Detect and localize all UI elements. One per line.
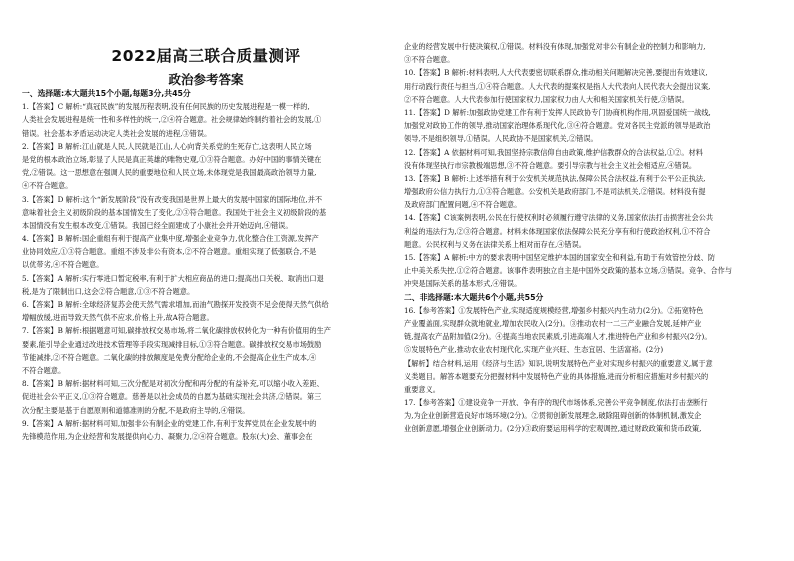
text-line: 16.【参考答案】①发展特色产业,实现适度规模经营,增强乡村振兴内生动力(2分)。②拓宽特色 [404,305,704,315]
text-line: 意味着社会主义初级阶段的基本国情发生了变化,②③符合题意。我国处于社会主义初级阶段的基 [22,207,327,217]
text-line: 税,是为了限制出口,这会②符合题意,①③不符合题意。 [22,286,195,296]
section-heading: 二、非选择题:本大题共6个小题,共55分 [404,292,544,302]
document-subtitle: 政治参考答案 [168,72,244,87]
text-line: 本国情没有发生根本改变,①错误。我国已经全面建成了小康社会并开始迈向,④错误。 [22,220,293,230]
text-line: 增幅放缓,进而导致天然气供不应求,价格上升,故A符合题意。 [22,313,214,323]
text-line: 9.【答案】A 解析:据材料可知,加强非公有制企业的党建工作,有利于发挥党员在企业发展中的 [22,418,317,428]
text-line: 冲突是国际关系的基本形式,④错误。 [404,279,522,289]
text-line: 错误。社会基本矛盾运动决定人类社会发展的进程,③错误。 [22,128,212,138]
text-line: ②不符合题意。人大代表参加行使国家权力,国家权力由人大和相关国家机关行使,③错误。 [404,94,689,104]
text-line: 促进社会公平正义,①③符合题意。慈善是以社会成员的自愿为基础实现社会共济,②错误。第三 [22,392,322,402]
text-line: 企业的经营发展中行使决策权,①错误。材料没有体现,加强党对非公有制企业的控制力和影响力, [404,42,706,51]
text-line: 产业覆盖面,实现群众就地就业,增加农民收入(2分)。③推动农村一二三产业融合发展,延伸产业 [404,318,702,328]
text-line: 人类社会发展进程是统一性和多样性的统一,②④符合题意。社会规律始终制约着社会的发展,① [22,115,322,125]
text-line: 10.【答案】B 解析:材料表明,人大代表要密切联系群众,推动相关问题解决完善,要提出有效建议, [404,68,708,78]
text-line: 13.【答案】B 解析:上述举措有利于公安机关规范执法,保障公民合法权益,有利于公平公正执法, [404,173,706,183]
text-line: 4.【答案】B 解析:国企重组有利于提高产业集中度,增强企业竞争力,优化整合住工资源,发挥产 [22,234,319,244]
text-line: 7.【答案】B 解析:根据题意可知,碳排放权交易市场,将二氧化碳排放权转化为一种有价值用的生产 [22,326,331,336]
text-line: 链,提高农产品附加值(2分)。④提高当地农民素质,引进高端人才,推进特色产业和乡村振兴(2分)。 [404,332,712,342]
text-line: 6.【答案】B 解析:全球经济复苏会使天然气需求增加,而油气勘探开发投资不足会使得天然气供给 [22,300,329,309]
text-line: ④不符合题意。 [22,181,73,191]
section-heading: 一、选择题:本大题共15个小题,每题3分,共45分 [22,89,191,98]
text-line: ③不符合题意。 [404,55,455,65]
text-line: 不符合题意。 [22,365,66,375]
text-line: 先锋模范作用,为企业经营和发展提供向心力、凝聚力,②④符合题意。股东(大)会、董事会在 [22,431,313,441]
text-line: 用行动践行责任与担当,①④符合题意。人大代表的提案权是指人大代表向人民代表大会提出议案, [404,81,711,91]
text-line: 2.【答案】B 解析:江山就是人民,人民就是江山,人心向背关系党的生死存亡,这表明人民立场 [22,141,312,151]
text-line: 要素,能引导企业通过改进技术管理等手段实现减排目标,①③符合题意。碳排放权交易市场鼓励 [22,339,322,349]
text-line: 17.【参考答案】①建设竞争一开放、争有序的现代市场体系,完善公平竞争制度,依法打击垄断行 [404,398,708,408]
text-line: 14.【答案】C该案例表明,公民在行使权利时必须履行遵守法律的义务,国家依法打击损害社会公共 [404,213,714,223]
text-line: 及政府部门配置问题,④不符合题意。 [404,200,522,210]
text-line: 加强党对政协工作的领导,推动国家治理体系现代化,③④符合题意。党对各民主党派的领导是政治 [404,121,711,131]
text-line: 利益的违法行为,②③符合题意。材料未体现国家依法保障公民充分享有和行使政治权利,①不符合 [404,226,711,236]
text-line: 没有体现坚执行市宗教极端思想,③不符合题意。要引导宗教与社会主义社会相适应,④错误。 [404,160,697,170]
text-line: 义类题目。解答本题要充分把握材料中发展特色产业的具体措施,进而分析相应措施对乡村振兴的 [404,371,709,381]
text-line: 3.【答案】D 解析:这个“新发展阶段”没有改变我国是世界上最大的发展中国家的国际地位,并不 [22,194,323,204]
text-line: 1.【答案】C 解析:“真冠民族”的发展历程表明,没有任何民族的历史发展进程是一模一样的, [22,102,310,112]
right-text-block [404,40,772,436]
right-column [404,0,772,561]
left-text-block [22,87,390,443]
document-title: 2022届高三联合质量测评 [111,47,301,65]
text-line: 领导,不是组织领导,①错误。人民政协不是国家机关,②错误。 [404,134,598,144]
text-line: 11.【答案】D 解析:加强政协党建工作有利于发挥人民政协专门协商机构作用,巩固爱国统一战线, [404,107,711,117]
text-line: 12.【答案】A 依据材料可知,我国坚持宗教信仰自由政策,维护信教群众的合法权益,①②。材料 [404,147,703,157]
text-line: 业创新意愿,增强企业创新动力。(2分)③政府要运用科学的宏观调控,通过财政政策和货币政策, [404,424,702,434]
text-line: 是党的根本政治立场,彰显了人民是真正英雄的唯物史观,①③符合题意。办好中国的事情关键在 [22,154,322,164]
text-line: 为,为企业创新营造良好市场环境(2分)。②贯彻创新发展理念,破除阻碍创新的体制机制,激发企 [404,411,702,421]
text-line: 止中美关系失控,①②符合题意。该事件表明独立自主是中国外交政策的基本立场,③错误。竞争、合作与 [404,266,733,276]
text-line: 次分配主要是基于自愿原则和道德准则的分配,不是政府主导的,④错误。 [22,405,250,415]
text-line: 重要意义。 [404,384,440,394]
text-line: 增强政府公信力执行力,①③符合题意。公安机关是政府部门,不是司法机关,②错误。材料没有提 [404,187,706,197]
text-line: ⑤发展特色产业,推动农业农村现代化,实现产业兴旺、生态宜居、生活富裕。(2分) [404,345,664,355]
text-line: 15.【答案】A 解析:中方的要求表明中国坚定维护本国的国家安全和利益,有助于有效管控分歧、防 [404,253,716,262]
text-line: 题意。公民权利与义务在法律关系上相对而存在,④错误。 [404,239,586,249]
text-line: 以优带劣,④不符合题意。 [22,260,104,270]
text-line: 节能减排,②不符合题意。二氧化碳的排放额度是免费分配给企业的,不会提高企业生产成本,④ [22,352,317,362]
text-line: 8.【答案】B 解析:据材料可知,三次分配是对初次分配和再分配的有益补充,可以缩小收入差距、 [22,379,324,389]
text-line: 党,②错误。这一思想意在强调人民的重要地位和人民立场,未体现党是我国最高政治领导力量, [22,168,317,178]
left-column [22,0,390,561]
text-line: 5.【答案】A 解析:实行零进口暂定税率,有利于扩大相应商品的进口;提高出口关税、取消出口退 [22,273,324,283]
text-line: 【解析】结合材料,运用《经济与生活》知识,说明发展特色产业对实现乡村振兴的重要意义,属于意 [404,358,713,368]
text-line: 业协同效应,①③符合题意。重组不涉及非公有资本,②不符合题意。重组实现了低强联合,不是 [22,247,317,257]
